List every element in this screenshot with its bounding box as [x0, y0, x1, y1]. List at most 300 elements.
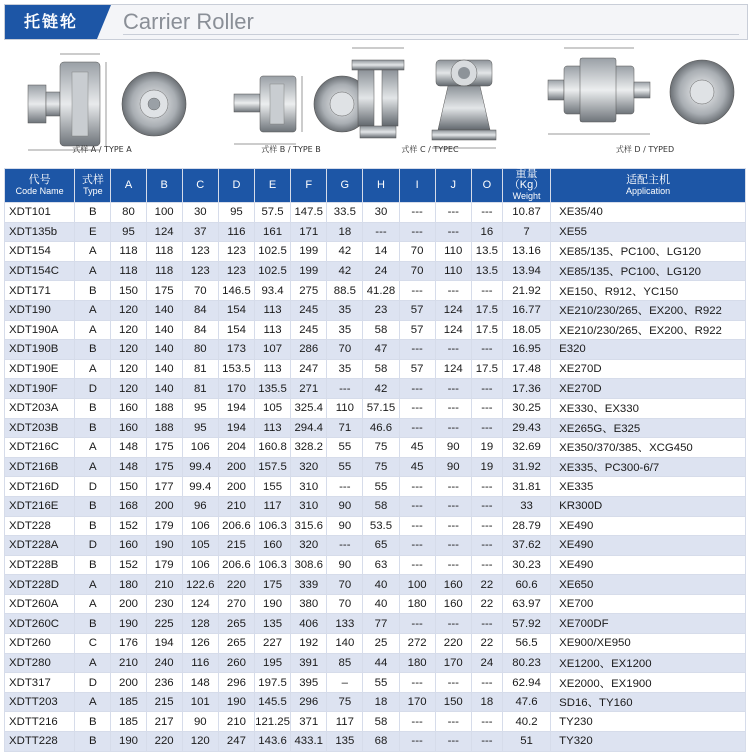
cell-application: XE335	[551, 477, 746, 497]
cell-e: 143.6	[254, 732, 290, 752]
cell-e: 106.3	[254, 516, 290, 536]
cell-j: 170	[435, 653, 471, 673]
cell-e: 113	[254, 320, 290, 340]
cell-application: KR300D	[551, 496, 746, 516]
cell-type: B	[75, 418, 111, 438]
cell-i: ---	[399, 379, 435, 399]
cell-f: 391	[291, 653, 327, 673]
cell-d: 116	[218, 222, 254, 242]
cell-type: B	[75, 516, 111, 536]
cell-weight: 17.36	[502, 379, 550, 399]
cell-code: XDTT216	[5, 712, 75, 732]
cell-type: B	[75, 203, 111, 223]
cell-o: ---	[471, 555, 502, 575]
cell-i: 57	[399, 300, 435, 320]
cell-o: ---	[471, 536, 502, 556]
cell-g: 75	[327, 692, 363, 712]
cell-a: 185	[111, 712, 146, 732]
cell-a: 150	[111, 281, 146, 301]
cell-c: 120	[182, 732, 218, 752]
cell-weight: 56.5	[502, 634, 550, 654]
cell-g: 42	[327, 261, 363, 281]
cell-c: 90	[182, 712, 218, 732]
cell-j: ---	[435, 281, 471, 301]
table-row	[5, 496, 746, 516]
cell-c: 123	[182, 242, 218, 262]
cell-g: 110	[327, 398, 363, 418]
cell-j: 160	[435, 594, 471, 614]
cell-g: 35	[327, 359, 363, 379]
cell-weight: 31.81	[502, 477, 550, 497]
cell-e: 197.5	[254, 673, 290, 693]
cell-j: 90	[435, 457, 471, 477]
cell-i: ---	[399, 281, 435, 301]
cell-b: 140	[146, 379, 182, 399]
cell-c: 96	[182, 496, 218, 516]
cell-b: 177	[146, 477, 182, 497]
cell-type: A	[75, 594, 111, 614]
col-header-b: B	[146, 169, 182, 203]
cell-f: 406	[291, 614, 327, 634]
cell-j: ---	[435, 536, 471, 556]
cell-g: ---	[327, 536, 363, 556]
cell-application: TY320	[551, 732, 746, 752]
table-body	[5, 203, 746, 752]
cell-application: XE150、R912、YC150	[551, 281, 746, 301]
cell-i: 45	[399, 457, 435, 477]
cell-type: A	[75, 653, 111, 673]
cell-c: 148	[182, 673, 218, 693]
cell-o: 17.5	[471, 300, 502, 320]
table-row	[5, 634, 746, 654]
cell-b: 190	[146, 536, 182, 556]
cell-d: 153.5	[218, 359, 254, 379]
cell-weight: 51	[502, 732, 550, 752]
cell-weight: 30.23	[502, 555, 550, 575]
cell-g: 88.5	[327, 281, 363, 301]
cell-d: 204	[218, 438, 254, 458]
cell-weight: 10.87	[502, 203, 550, 223]
cell-application: XE270D	[551, 379, 746, 399]
cell-i: ---	[399, 732, 435, 752]
cell-b: 140	[146, 300, 182, 320]
cell-h: 57.15	[363, 398, 399, 418]
cell-d: 173	[218, 340, 254, 360]
cell-e: 135	[254, 614, 290, 634]
cell-a: 118	[111, 261, 146, 281]
cell-b: 200	[146, 496, 182, 516]
cell-type: B	[75, 398, 111, 418]
cell-e: 57.5	[254, 203, 290, 223]
cell-weight: 28.79	[502, 516, 550, 536]
cell-code: XDT135b	[5, 222, 75, 242]
cell-application: XE210/230/265、EX200、R922	[551, 320, 746, 340]
cell-code: XDT203A	[5, 398, 75, 418]
cell-i: ---	[399, 496, 435, 516]
cell-a: 200	[111, 594, 146, 614]
cell-c: 105	[182, 536, 218, 556]
cell-i: ---	[399, 340, 435, 360]
cell-a: 120	[111, 359, 146, 379]
cell-code: XDT216B	[5, 457, 75, 477]
cell-c: 81	[182, 359, 218, 379]
col-header-e: E	[254, 169, 290, 203]
cell-b: 140	[146, 340, 182, 360]
cell-h: 24	[363, 261, 399, 281]
cell-weight: 18.05	[502, 320, 550, 340]
cell-weight: 57.92	[502, 614, 550, 634]
table-row	[5, 712, 746, 732]
cell-application: XE330、EX330	[551, 398, 746, 418]
cell-c: 84	[182, 300, 218, 320]
cell-d: 123	[218, 242, 254, 262]
cell-o: 24	[471, 653, 502, 673]
cell-code: XDT101	[5, 203, 75, 223]
cell-g: 42	[327, 242, 363, 262]
cell-type: D	[75, 477, 111, 497]
cell-g: 135	[327, 732, 363, 752]
cell-application: XE490	[551, 516, 746, 536]
cell-application: XE490	[551, 555, 746, 575]
cell-g: ---	[327, 379, 363, 399]
cell-j: ---	[435, 712, 471, 732]
cell-a: 210	[111, 653, 146, 673]
cell-i: 180	[399, 594, 435, 614]
table-row	[5, 536, 746, 556]
cell-d: 210	[218, 712, 254, 732]
cell-code: XDT228B	[5, 555, 75, 575]
cell-e: 160	[254, 536, 290, 556]
cell-i: ---	[399, 418, 435, 438]
cell-h: ---	[363, 222, 399, 242]
cell-j: 220	[435, 634, 471, 654]
table-row	[5, 673, 746, 693]
cell-j: ---	[435, 555, 471, 575]
col-header-g: G	[327, 169, 363, 203]
cell-o: 16	[471, 222, 502, 242]
cell-j: 124	[435, 300, 471, 320]
cell-application: XE650	[551, 575, 746, 595]
cell-c: 124	[182, 594, 218, 614]
cell-type: C	[75, 634, 111, 654]
cell-f: 199	[291, 261, 327, 281]
cell-o: 13.5	[471, 242, 502, 262]
table-row	[5, 242, 746, 262]
cell-a: 160	[111, 398, 146, 418]
table-row	[5, 281, 746, 301]
col-header-a: A	[111, 169, 146, 203]
cell-a: 118	[111, 242, 146, 262]
cell-e: 106.3	[254, 555, 290, 575]
col-header-f: F	[291, 169, 327, 203]
cell-c: 101	[182, 692, 218, 712]
cell-c: 37	[182, 222, 218, 242]
cell-j: ---	[435, 496, 471, 516]
cell-weight: 37.62	[502, 536, 550, 556]
cell-type: A	[75, 359, 111, 379]
cell-application: XE210/230/265、EX200、R922	[551, 300, 746, 320]
cell-e: 190	[254, 594, 290, 614]
cell-o: 19	[471, 457, 502, 477]
cell-e: 227	[254, 634, 290, 654]
cell-o: ---	[471, 281, 502, 301]
cell-i: ---	[399, 673, 435, 693]
cell-type: E	[75, 222, 111, 242]
cell-a: 190	[111, 614, 146, 634]
cell-j: 110	[435, 242, 471, 262]
cell-g: 90	[327, 516, 363, 536]
cell-h: 41.28	[363, 281, 399, 301]
cell-a: 120	[111, 340, 146, 360]
cell-o: ---	[471, 203, 502, 223]
cell-e: 135.5	[254, 379, 290, 399]
cell-e: 113	[254, 359, 290, 379]
cell-h: 42	[363, 379, 399, 399]
cell-i: ---	[399, 555, 435, 575]
cell-o: ---	[471, 418, 502, 438]
cell-d: 260	[218, 653, 254, 673]
cell-d: 206.6	[218, 555, 254, 575]
cell-type: D	[75, 673, 111, 693]
cell-d: 154	[218, 300, 254, 320]
cell-a: 152	[111, 555, 146, 575]
cell-a: 80	[111, 203, 146, 223]
cell-o: ---	[471, 477, 502, 497]
cell-j: ---	[435, 203, 471, 223]
col-header-type: 式样 Type	[75, 169, 111, 203]
table-row	[5, 203, 746, 223]
cell-b: 225	[146, 614, 182, 634]
cell-application: XE265G、E325	[551, 418, 746, 438]
cell-f: 371	[291, 712, 327, 732]
cell-d: 265	[218, 634, 254, 654]
cell-weight: 62.94	[502, 673, 550, 693]
cell-application: XE350/370/385、XCG450	[551, 438, 746, 458]
cell-b: 217	[146, 712, 182, 732]
cell-h: 75	[363, 457, 399, 477]
diagram-type-c	[340, 40, 520, 165]
cell-j: 150	[435, 692, 471, 712]
cell-g: 35	[327, 320, 363, 340]
cell-h: 40	[363, 575, 399, 595]
table-row	[5, 222, 746, 242]
cell-weight: 13.16	[502, 242, 550, 262]
cell-f: 320	[291, 536, 327, 556]
cell-j: ---	[435, 398, 471, 418]
cell-a: 190	[111, 732, 146, 752]
cell-e: 195	[254, 653, 290, 673]
cell-application: SD16、TY160	[551, 692, 746, 712]
cell-o: 13.5	[471, 261, 502, 281]
cell-c: 30	[182, 203, 218, 223]
diagram-type-a	[12, 40, 192, 165]
cell-type: A	[75, 300, 111, 320]
cell-j: 90	[435, 438, 471, 458]
cell-application: XE85/135、PC100、LG120	[551, 242, 746, 262]
cell-f: 310	[291, 477, 327, 497]
cell-code: XDT228	[5, 516, 75, 536]
table-row	[5, 516, 746, 536]
table-row	[5, 555, 746, 575]
cell-e: 102.5	[254, 242, 290, 262]
cell-a: 160	[111, 418, 146, 438]
cell-c: 81	[182, 379, 218, 399]
cell-b: 188	[146, 418, 182, 438]
cell-application: XE1200、EX1200	[551, 653, 746, 673]
cell-b: 179	[146, 516, 182, 536]
cell-h: 44	[363, 653, 399, 673]
cell-type: A	[75, 261, 111, 281]
cell-d: 146.5	[218, 281, 254, 301]
cell-e: 93.4	[254, 281, 290, 301]
cell-o: ---	[471, 398, 502, 418]
cell-h: 23	[363, 300, 399, 320]
cell-code: XDT260A	[5, 594, 75, 614]
cell-o: 22	[471, 575, 502, 595]
cell-c: 95	[182, 398, 218, 418]
cell-o: ---	[471, 712, 502, 732]
cell-e: 107	[254, 340, 290, 360]
cell-c: 95	[182, 418, 218, 438]
cell-o: 17.5	[471, 320, 502, 340]
cell-b: 140	[146, 359, 182, 379]
cell-c: 99.4	[182, 457, 218, 477]
cell-application: XE335、PC300-6/7	[551, 457, 746, 477]
cell-b: 210	[146, 575, 182, 595]
cell-weight: 16.77	[502, 300, 550, 320]
cell-j: 110	[435, 261, 471, 281]
col-header-d: D	[218, 169, 254, 203]
cell-j: ---	[435, 673, 471, 693]
cell-code: XDT260C	[5, 614, 75, 634]
cell-i: ---	[399, 477, 435, 497]
cell-g: 140	[327, 634, 363, 654]
cell-code: XDT190B	[5, 340, 75, 360]
cell-f: 245	[291, 320, 327, 340]
col-header-h: H	[363, 169, 399, 203]
cell-i: 57	[399, 320, 435, 340]
cell-weight: 47.6	[502, 692, 550, 712]
section-header	[4, 4, 748, 40]
cell-application: XE85/135、PC100、LG120	[551, 261, 746, 281]
cell-a: 185	[111, 692, 146, 712]
cell-e: 121.25	[254, 712, 290, 732]
cell-h: 63	[363, 555, 399, 575]
cell-g: 35	[327, 300, 363, 320]
cell-weight: 33	[502, 496, 550, 516]
cell-f: 271	[291, 379, 327, 399]
cell-d: 154	[218, 320, 254, 340]
cell-type: A	[75, 242, 111, 262]
cell-e: 145.5	[254, 692, 290, 712]
cell-type: D	[75, 536, 111, 556]
cell-code: XDT317	[5, 673, 75, 693]
cell-weight: 80.23	[502, 653, 550, 673]
cell-type: B	[75, 281, 111, 301]
cell-o: 19	[471, 438, 502, 458]
cell-b: 175	[146, 438, 182, 458]
cell-h: 58	[363, 496, 399, 516]
diagram-strip	[0, 40, 750, 165]
cell-h: 30	[363, 203, 399, 223]
cell-f: 315.6	[291, 516, 327, 536]
cell-weight: 29.43	[502, 418, 550, 438]
cell-i: ---	[399, 614, 435, 634]
title-en: Carrier Roller	[123, 9, 254, 34]
cell-application: TY230	[551, 712, 746, 732]
cell-c: 106	[182, 516, 218, 536]
cell-type: B	[75, 614, 111, 634]
cell-type: A	[75, 575, 111, 595]
cell-d: 200	[218, 457, 254, 477]
cell-g: 117	[327, 712, 363, 732]
table-row	[5, 692, 746, 712]
cell-code: XDT171	[5, 281, 75, 301]
col-header-application: 适配主机 Application	[551, 169, 746, 203]
cell-code: XDT260	[5, 634, 75, 654]
table-row	[5, 320, 746, 340]
cell-d: 206.6	[218, 516, 254, 536]
cell-h: 77	[363, 614, 399, 634]
cell-g: 18	[327, 222, 363, 242]
cell-d: 265	[218, 614, 254, 634]
cell-a: 120	[111, 320, 146, 340]
cell-f: 433.1	[291, 732, 327, 752]
col-header-code: 代号 Code Name	[5, 169, 75, 203]
cell-a: 148	[111, 457, 146, 477]
cell-j: ---	[435, 477, 471, 497]
cell-h: 25	[363, 634, 399, 654]
cell-application: XE55	[551, 222, 746, 242]
cell-g: 55	[327, 457, 363, 477]
cell-c: 106	[182, 555, 218, 575]
cell-e: 117	[254, 496, 290, 516]
table-row	[5, 732, 746, 752]
cell-e: 105	[254, 398, 290, 418]
cell-j: ---	[435, 379, 471, 399]
cell-i: ---	[399, 516, 435, 536]
cell-c: 99.4	[182, 477, 218, 497]
cell-j: ---	[435, 614, 471, 634]
cell-h: 53.5	[363, 516, 399, 536]
cell-c: 80	[182, 340, 218, 360]
cell-o: ---	[471, 732, 502, 752]
cell-application: XE490	[551, 536, 746, 556]
cell-e: 161	[254, 222, 290, 242]
title-cn: 托链轮	[5, 5, 97, 39]
table-row	[5, 477, 746, 497]
header-rule	[123, 34, 739, 35]
cell-weight: 17.48	[502, 359, 550, 379]
cell-code: XDTT203	[5, 692, 75, 712]
cell-f: 247	[291, 359, 327, 379]
table-row	[5, 653, 746, 673]
cell-g: 55	[327, 438, 363, 458]
type-c-label: 式样 C / TYPEC	[401, 145, 459, 154]
cell-d: 200	[218, 477, 254, 497]
table-row	[5, 575, 746, 595]
cell-o: 18	[471, 692, 502, 712]
table-header-row	[5, 169, 746, 203]
type-b-label: 式样 B / TYPE B	[261, 145, 321, 154]
cell-e: 160.8	[254, 438, 290, 458]
cell-b: 179	[146, 555, 182, 575]
cell-h: 55	[363, 673, 399, 693]
cell-g: 85	[327, 653, 363, 673]
cell-e: 113	[254, 300, 290, 320]
cell-i: 45	[399, 438, 435, 458]
cell-j: ---	[435, 418, 471, 438]
